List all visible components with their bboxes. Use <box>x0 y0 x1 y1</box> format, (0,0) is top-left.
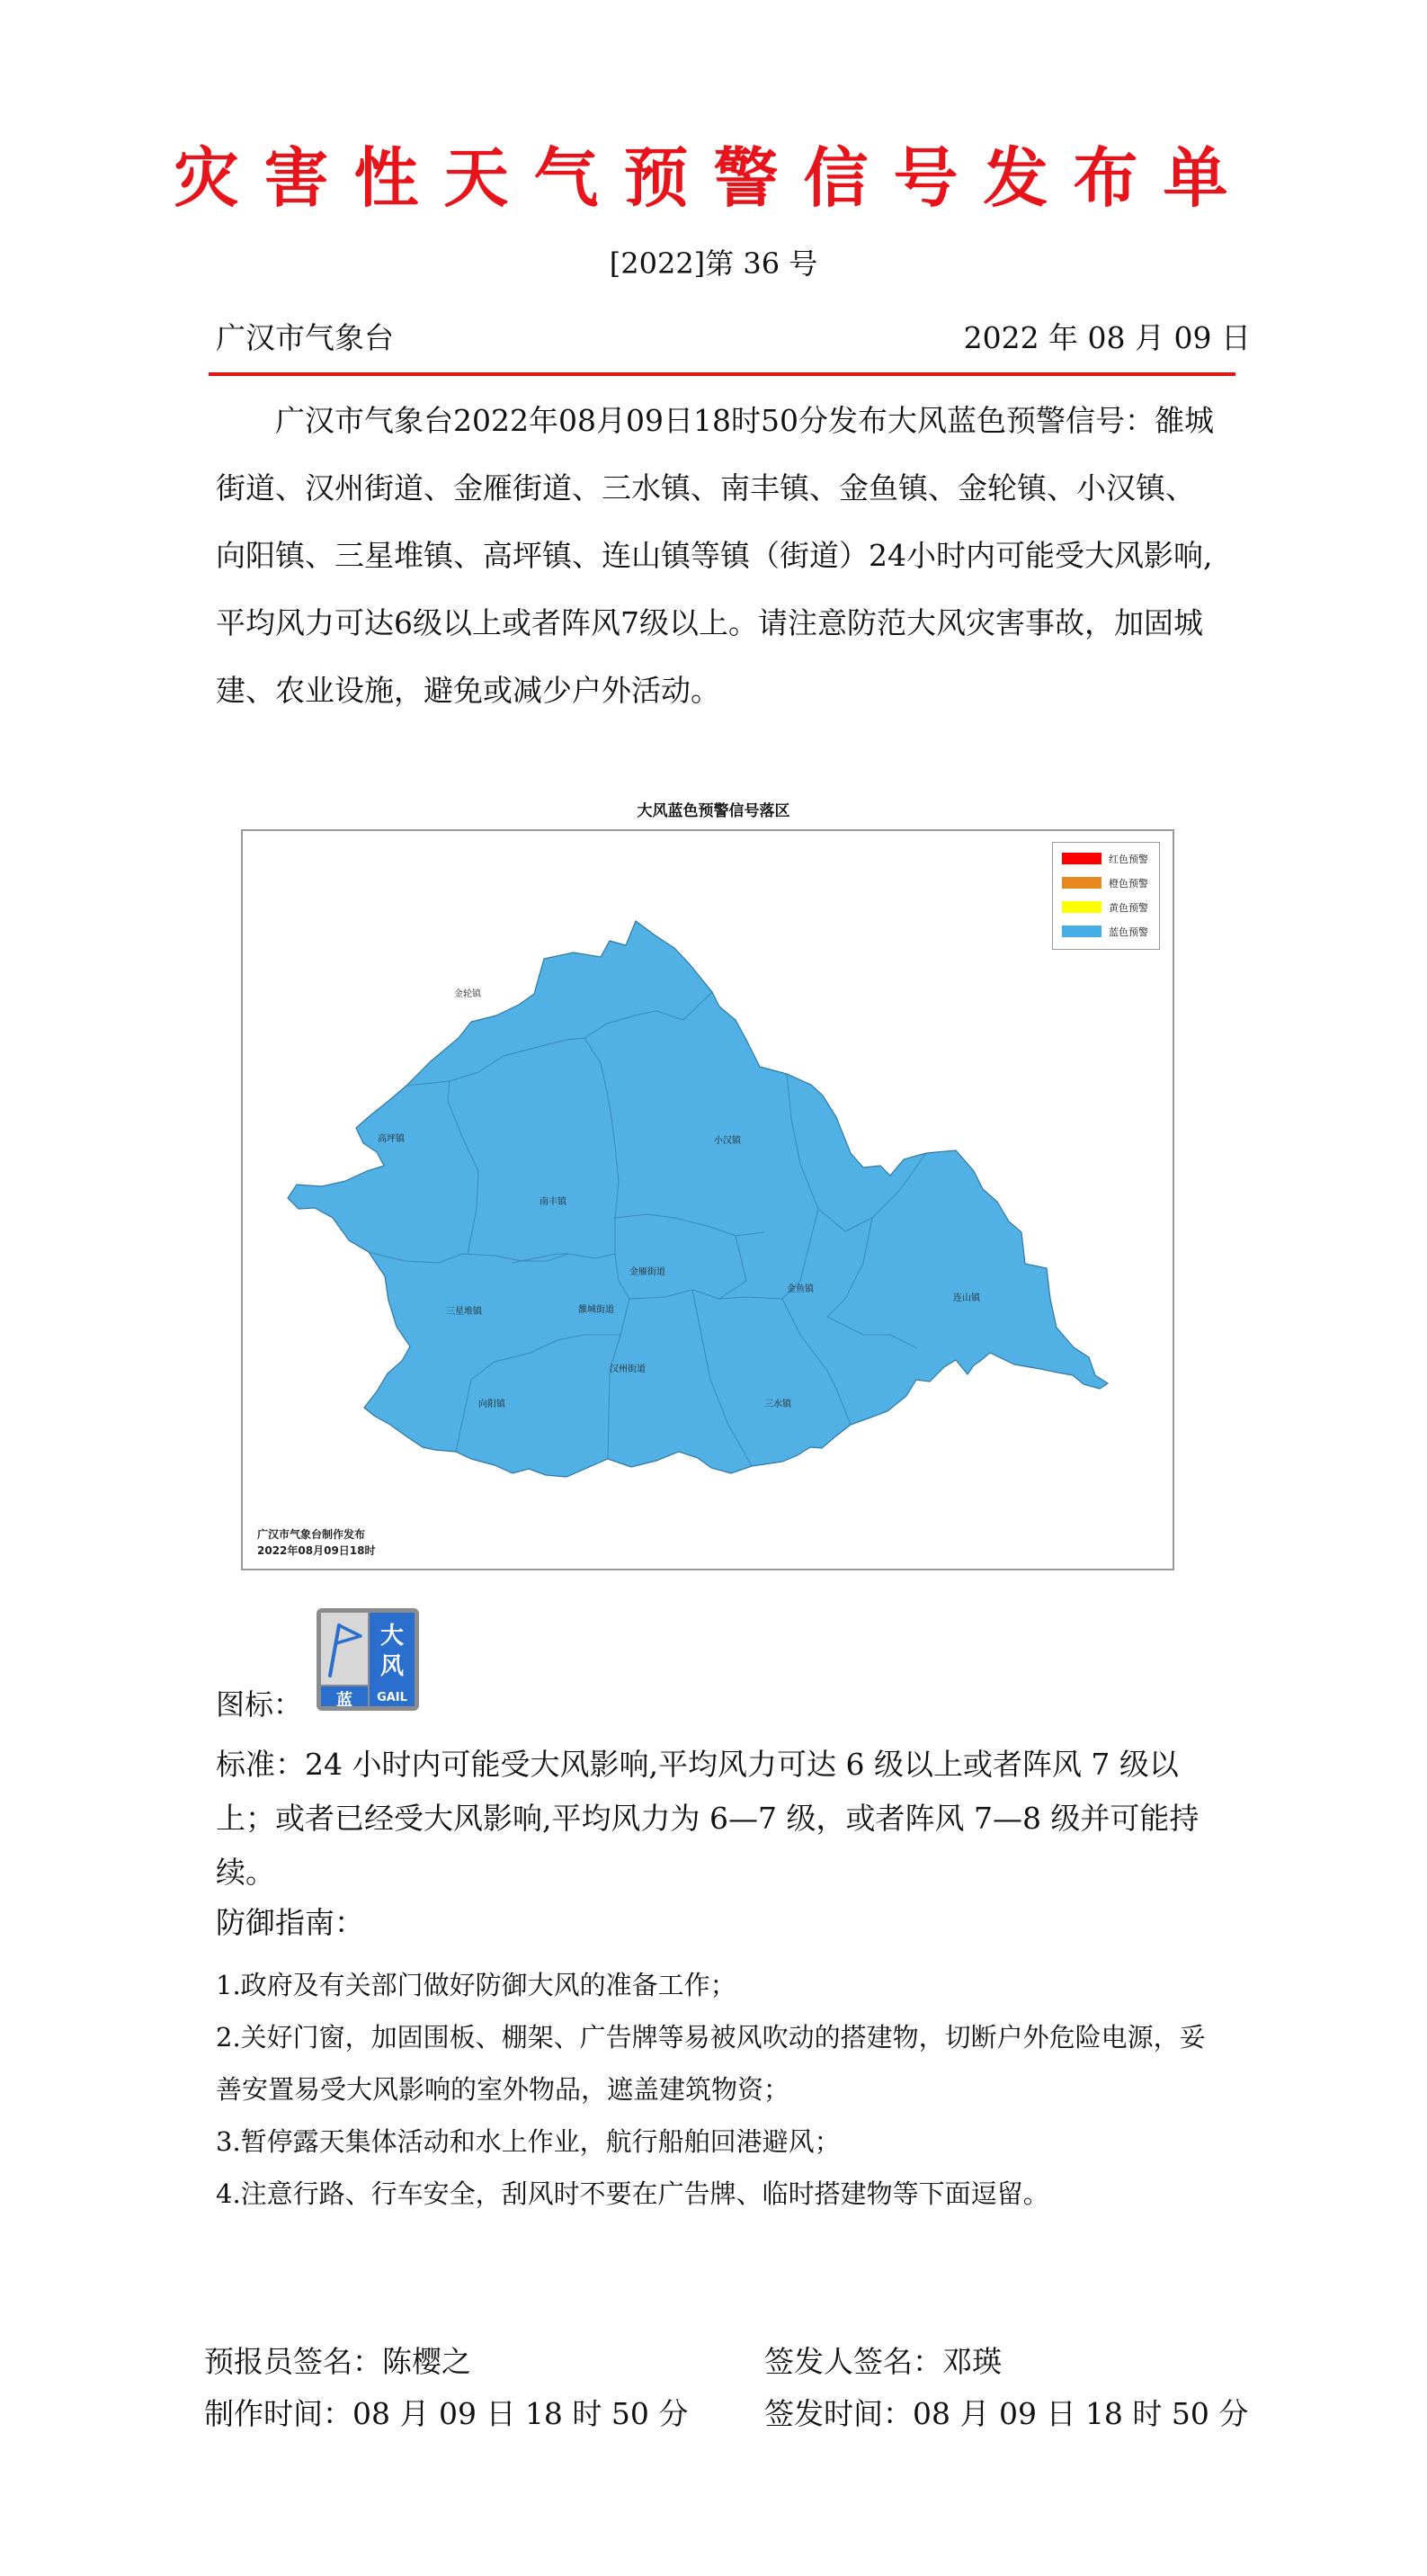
forecaster-signature <box>204 2339 471 2381</box>
guide-title: 防御指南： <box>216 1905 364 1940</box>
map-credit-line2: 2022年08月09日18时 <box>257 1544 376 1557</box>
document-title: 灾害性天气预警信号发布单 <box>174 139 1253 216</box>
forecaster-label: 预报员签名： <box>204 2344 382 2379</box>
made-time <box>204 2391 688 2433</box>
region-label-xiaohan: 小汉镇 <box>714 1136 741 1146</box>
legend-label-blue: 蓝色预警 <box>1109 926 1148 938</box>
wind-warning-signal-icon <box>317 1608 419 1711</box>
signal-level-text: 蓝 <box>336 1691 352 1710</box>
issued-time-label: 签发时间： <box>764 2396 913 2431</box>
guide-item: 1.政府及有关部门做好防御大风的准备工作； <box>216 1970 736 2000</box>
defense-guide-list <box>216 1959 1223 2220</box>
guide-item: 3.暂停露天集体活动和水上作业，航行船舶回港避风； <box>216 2126 841 2157</box>
signal-english-text: GAIL <box>377 1691 407 1704</box>
legend-item-blue <box>1062 923 1156 939</box>
red-divider <box>209 372 1235 376</box>
warning-body <box>216 387 1223 724</box>
legend-item-yellow <box>1062 899 1156 915</box>
legend-label-orange: 橙色预警 <box>1109 878 1148 890</box>
region-label-sanshui: 三水镇 <box>764 1400 791 1409</box>
map-svg <box>243 831 1173 1569</box>
made-time-value: 08 月 09 日 18 时 50 分 <box>352 2396 689 2431</box>
issued-time <box>764 2391 1248 2433</box>
map-legend <box>1052 842 1160 950</box>
issuer-sign-label: 签发人签名： <box>764 2344 942 2379</box>
signal-char-da: 大 <box>379 1623 404 1650</box>
warning-body-text: 广汉市气象台2022年08月09日18时50分发布大风蓝色预警信号：雒城街道、汉州街道、金雁街道、三水镇、南丰镇、金鱼镇、金轮镇、小汉镇、向阳镇、三星堆镇、高坪镇、连山镇等镇（街道）24小时内可能受大风影响,平均风力可达6级以上或者阵风7级以上。请注意防范大风灾害事故，加固城建、农业设施，避免或减少户外活动。 <box>216 403 1214 708</box>
region-label-hanzhou: 汉州街道 <box>610 1364 646 1374</box>
region-label-xiangyang: 向阳镇 <box>478 1400 505 1409</box>
legend-label-red: 红色预警 <box>1109 854 1148 865</box>
legend-swatch-red <box>1062 853 1101 864</box>
region-label-nanfeng: 南丰镇 <box>540 1197 566 1207</box>
region-label-luocheng: 雒城街道 <box>578 1305 614 1315</box>
issuer-signature <box>764 2339 1002 2381</box>
map-credit <box>257 1526 376 1559</box>
legend-label-yellow: 黄色预警 <box>1109 902 1148 914</box>
guide-item: 2.关好门窗，加固围板、棚架、广告牌等易被风吹动的搭建物，切断户外危险电源，妥善安置易受大风影响的室外物品，遮盖建筑物资； <box>216 2022 1206 2105</box>
wind-flag-icon <box>321 1613 368 1685</box>
legend-swatch-orange <box>1062 877 1101 889</box>
issuer-sign-name: 邓瑛 <box>942 2344 1002 2379</box>
legend-swatch-blue <box>1062 926 1101 937</box>
issued-time-value: 08 月 09 日 18 时 50 分 <box>913 2396 1249 2431</box>
wind-flag-panel <box>321 1613 368 1685</box>
issue-date: 2022 年 08 月 09 日 <box>963 320 1251 355</box>
region-label-lianshan: 连山镇 <box>953 1293 980 1303</box>
map-credit-line1: 广汉市气象台制作发布 <box>257 1528 366 1541</box>
map-title: 大风蓝色预警信号落区 <box>637 802 790 820</box>
made-time-label: 制作时间： <box>204 2396 352 2431</box>
legend-item-orange <box>1062 874 1156 890</box>
region-label-jinyu: 金鱼镇 <box>787 1284 814 1294</box>
warning-map <box>241 829 1174 1570</box>
icon-label: 图标： <box>216 1687 303 1722</box>
guide-item: 4.注意行路、行车安全，刮风时不要在广告牌、临时搭建物等下面逗留。 <box>216 2178 1049 2209</box>
map-area-outline <box>288 921 1108 1477</box>
legend-swatch-yellow <box>1062 901 1101 913</box>
signal-char-feng: 风 <box>379 1653 404 1680</box>
region-label-gaoping: 高坪镇 <box>378 1134 405 1144</box>
region-label-sanxingdui: 三星堆镇 <box>446 1307 482 1317</box>
region-label-jinlun: 金轮镇 <box>454 989 481 999</box>
issuer-name: 广汉市气象台 <box>216 320 394 355</box>
forecaster-name: 陈樱之 <box>382 2344 471 2379</box>
document-number: [2022]第 36 号 <box>609 246 818 281</box>
warning-standard: 标准：24 小时内可能受大风影响,平均风力可达 6 级以上或者阵风 7 级以上；或者已经受大风影响,平均风力为 6—7 级，或者阵风 7—8 级并可能持续。 <box>216 1747 1200 1890</box>
legend-item-red <box>1062 850 1156 866</box>
region-label-jinyan: 金雁街道 <box>629 1267 665 1277</box>
